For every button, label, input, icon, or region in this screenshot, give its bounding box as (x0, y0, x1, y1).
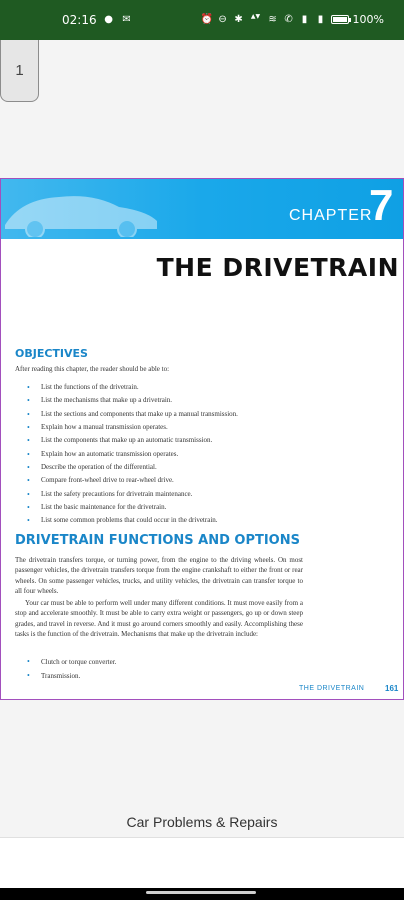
list-item: • List the functions of the drivetrain. (27, 381, 397, 394)
list-item: • Transmission. (27, 669, 116, 683)
list-item: • List the safety precautions for drivetrain maintenance. (27, 488, 397, 501)
page-number: 1 (15, 62, 24, 79)
call-icon: ✆ (284, 13, 293, 25)
objectives-heading: OBJECTIVES (15, 347, 88, 360)
do-not-disturb-icon: ⊖ (218, 13, 227, 25)
chat-bubble-icon: ● (104, 14, 113, 25)
chapter-number: 7 (369, 181, 394, 230)
functions-heading: DRIVETRAIN FUNCTIONS AND OPTIONS (15, 533, 300, 548)
list-item: • Compare front-wheel drive to rear-wheel drive. (27, 474, 397, 487)
page-number-indicator[interactable] (0, 40, 39, 102)
page-footer-number: 161 (385, 684, 399, 693)
list-item: • Explain how a manual transmission operates. (27, 421, 397, 434)
home-gesture-handle[interactable] (146, 891, 256, 894)
network-speed-icon: ▲▼ (250, 12, 261, 20)
list-item: • Explain how an automatic transmission operates. (27, 448, 397, 461)
system-navigation-bar (0, 888, 404, 900)
list-item: • List the sections and components that make up a manual transmission. (27, 408, 397, 421)
document-title: Car Problems & Repairs (126, 814, 278, 830)
page-footer-section: THE DRIVETRAIN (299, 685, 365, 692)
mail-icon: ✉ (122, 14, 131, 25)
list-item: • List the components that make up an automatic transmission. (27, 434, 397, 447)
status-bar (0, 0, 404, 40)
signal-icon-2: ▮ (317, 13, 324, 25)
list-item: • Describe the operation of the differential. (27, 461, 397, 474)
battery-percent: 100% (352, 13, 384, 26)
list-item: • List the mechanisms that make up a drivetrain. (27, 394, 397, 407)
pdf-page[interactable] (0, 178, 404, 700)
battery-icon (331, 15, 349, 24)
wifi-icon: ≋ (268, 13, 277, 25)
objectives-list (27, 381, 397, 528)
chapter-title: THE DRIVETRAIN (156, 253, 399, 282)
car-illustration-icon (1, 185, 161, 237)
chapter-banner (1, 179, 404, 239)
clock: 02:16 (62, 13, 97, 27)
list-item: • List some common problems that could occur in the drivetrain. (27, 514, 397, 527)
body-paragraph: The drivetrain transfers torque, or turning power, from the engine to the driving wheels. On most passenger vehicles, the drivetrain transfers torque from the engine crankshaft to either the front or rear wheels. On some passenger vehicles, trucks, and utility vehicles, the drivetrain can transfer torque to all four wheels. (15, 556, 303, 596)
mechanisms-list (27, 655, 116, 683)
bottom-toolbar[interactable] (0, 837, 404, 888)
body-paragraph: Your car must be able to perform well under many different conditions. It must move easily from a stop and accelerate smoothly. It must be able to carry extra weight or passengers, go up or down steep grades, and travel in reverse. And it must go around corners smoothly and easily. Accomplishing these tasks is the function of the drivetrain. Mechanisms that make up the drivetrain include: (15, 599, 303, 639)
alarm-icon: ⏰ (200, 13, 213, 25)
list-item: • Clutch or torque converter. (27, 655, 116, 669)
bluetooth-icon: ✱ (234, 13, 243, 25)
signal-icon: ▮ (301, 13, 308, 25)
objectives-intro: After reading this chapter, the reader should be able to: (15, 365, 170, 373)
chapter-label: CHAPTER (289, 207, 373, 224)
list-item: • List the basic maintenance for the drivetrain. (27, 501, 397, 514)
